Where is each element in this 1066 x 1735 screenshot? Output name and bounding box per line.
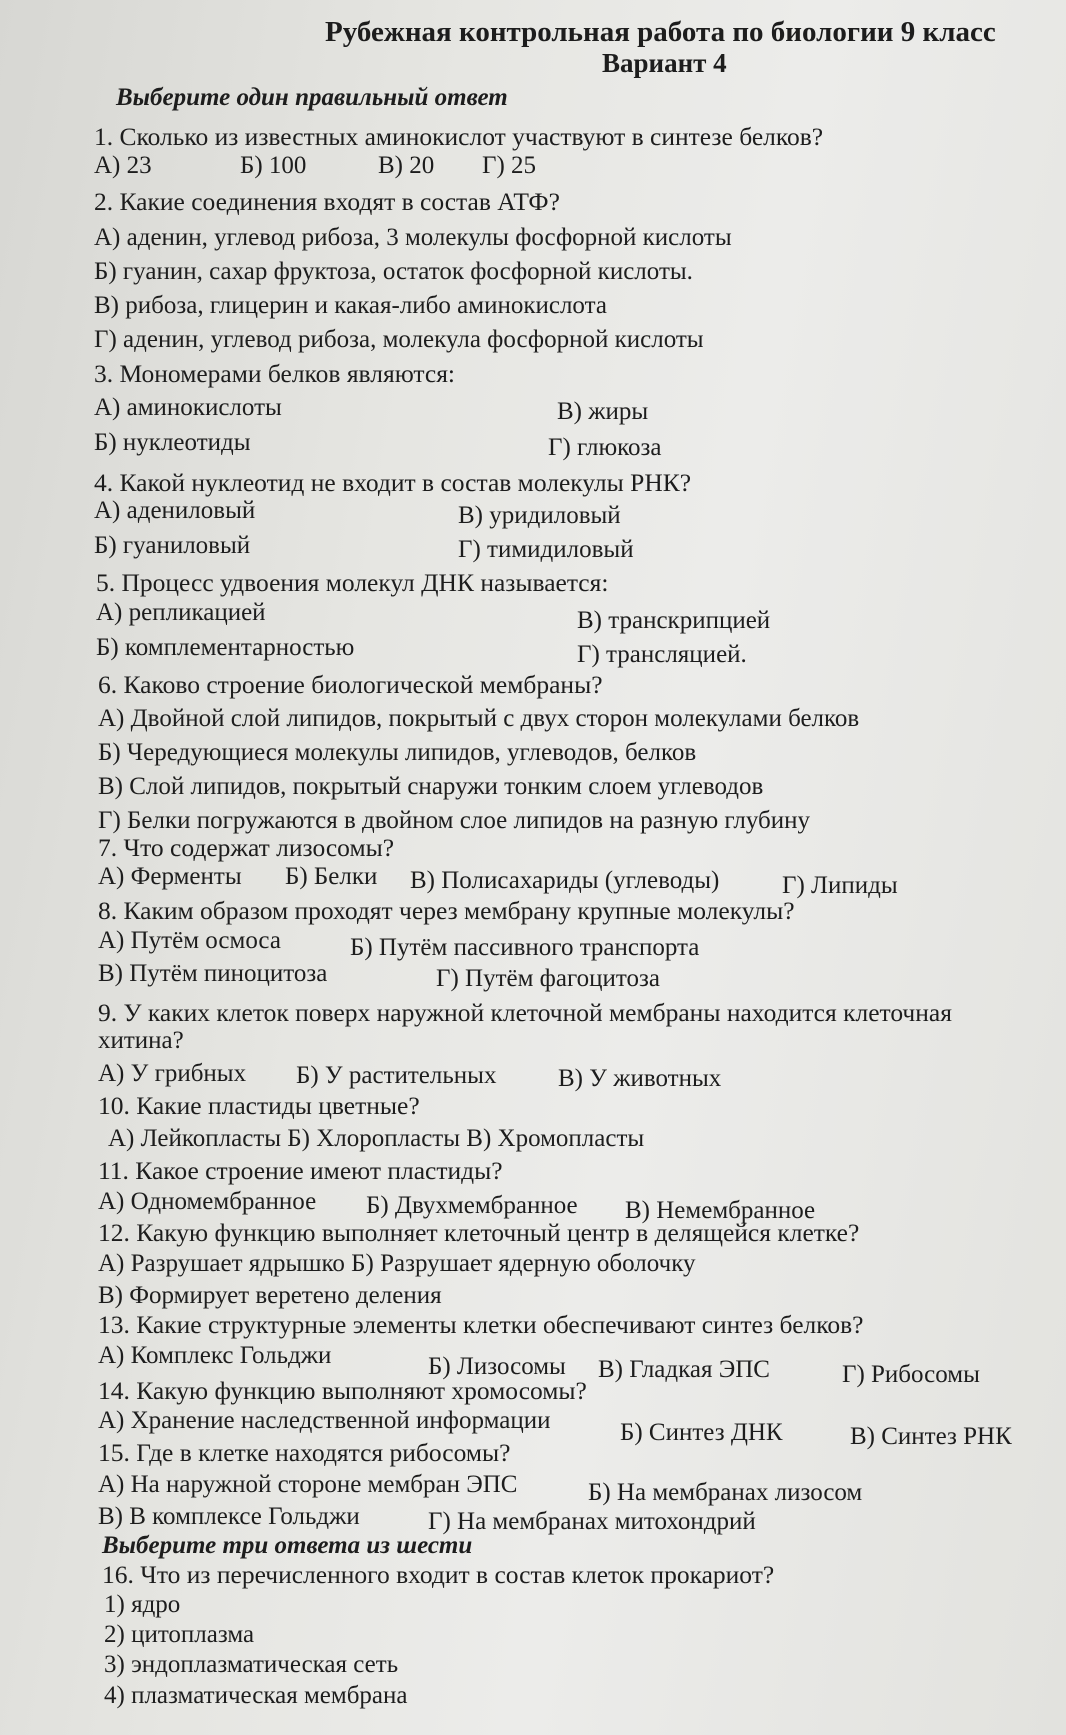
question-16-text: 16. Что из перечисленного входит в состав клеток прокариот? [102,1560,775,1589]
question-6-option-d: Г) Белки погружаются в двойном слое липидов на разную глубину [98,807,810,834]
question-15-option-b: Б) На мембранах лизосом [588,1479,863,1506]
question-8-option-b: Б) Путём пассивного транспорта [350,934,700,961]
section-instruction-triple: Выберите три ответа из шести [102,1532,473,1559]
question-15-option-d: Г) На мембранах митохондрий [428,1508,756,1535]
question-11-text: 11. Какое строение имеют пластиды? [98,1156,503,1185]
question-8-option-a: А) Путём осмоса [98,927,281,954]
question-7-option-a: А) Ферменты [98,863,242,890]
variant-label: Вариант 4 [602,48,727,78]
question-5-option-a: А) репликацией [96,599,266,626]
question-13-option-b: Б) Лизосомы [428,1353,566,1380]
question-15-text: 15. Где в клетке находятся рибосомы? [98,1438,511,1467]
question-4-option-a: А) адениловый [94,497,256,524]
question-14-option-b: Б) Синтез ДНК [620,1419,783,1446]
question-1-option-a: А) 23 [94,152,152,179]
question-5-option-c: В) транскрипцией [577,607,771,634]
question-9-option-c: В) У животных [558,1065,722,1092]
question-8-option-d: Г) Путём фагоцитоза [436,965,660,992]
question-13-text: 13. Какие структурные элементы клетки обеспечивают синтез белков? [98,1310,864,1339]
question-7-option-b: Б) Белки [285,863,378,890]
question-2-option-b: Б) гуанин, сахар фруктоза, остаток фосфорной кислоты. [94,258,693,285]
question-3-text: 3. Мономерами белков являются: [94,359,456,388]
question-12-text: 12. Какую функцию выполняет клеточный центр в делящейся клетке? [98,1218,860,1247]
question-4-option-d: Г) тимидиловый [458,536,634,563]
question-1-option-b: Б) 100 [240,152,307,179]
question-6-text: 6. Каково строение биологической мембраны? [98,670,603,699]
question-3-option-d: Г) глюкоза [548,434,662,461]
question-3-option-a: А) аминокислоты [94,394,282,421]
question-9-option-b: Б) У растительных [296,1062,497,1089]
page-title: Рубежная контрольная работа по биологии 9 класс [325,16,996,48]
question-9-option-a: А) У грибных [98,1060,247,1087]
question-7-text: 7. Что содержат лизосомы? [98,833,395,862]
question-14-option-c: В) Синтез РНК [850,1423,1012,1450]
question-4-option-c: В) уридиловый [458,502,621,529]
question-11-option-b: Б) Двухмембранное [366,1192,578,1219]
question-8-text: 8. Каким образом проходят через мембрану крупные молекулы? [98,896,795,925]
question-6-option-a: А) Двойной слой липидов, покрытый с двух сторон молекулами белков [98,705,860,732]
question-6-option-c: В) Слой липидов, покрытый снаружи тонким слоем углеводов [98,773,764,800]
question-13-option-c: В) Гладкая ЭПС [598,1356,770,1383]
question-11-option-a: А) Одномембранное [98,1188,317,1215]
question-7-option-c: В) Полисахариды (углеводы) [410,867,720,894]
question-10-text: 10. Какие пластиды цветные? [98,1091,420,1120]
question-9-text-continued: хитина? [98,1027,184,1054]
question-10-options: А) Лейкопласты Б) Хлоропласты В) Хромопласты [108,1125,645,1152]
question-2-option-a: А) аденин, углевод рибоза, 3 молекулы фосфорной кислоты [94,224,732,251]
section-instruction-single: Выберите один правильный ответ [116,84,508,111]
question-16-option-2: 2) цитоплазма [104,1621,255,1648]
question-2-text: 2. Какие соединения входят в состав АТФ? [94,187,560,216]
question-1-option-c: В) 20 [378,152,435,179]
question-3-option-c: В) жиры [557,398,649,425]
question-13-option-a: А) Комплекс Гольджи [98,1342,332,1369]
question-9-text: 9. У каких клеток поверх наружной клеточной мембраны находится клеточная [98,998,952,1027]
question-3-option-b: Б) нуклеотиды [94,429,251,456]
question-13-option-d: Г) Рибосомы [842,1361,980,1388]
question-11-option-c: В) Немембранное [625,1197,816,1224]
question-1-text: 1. Сколько из известных аминокислот участвуют в синтезе белков? [94,122,824,151]
question-12-option-c: В) Формирует веретено деления [98,1282,442,1309]
question-5-text: 5. Процесс удвоения молекул ДНК называется: [96,568,609,597]
question-8-option-c: В) Путём пиноцитоза [98,960,328,987]
question-15-option-c: В) В комплексе Гольджи [98,1503,360,1530]
question-12-options-ab: А) Разрушает ядрышко Б) Разрушает ядерную оболочку [98,1250,696,1277]
question-16-option-3: 3) эндоплазматическая сеть [104,1651,399,1678]
question-14-text: 14. Какую функцию выполняют хромосомы? [98,1376,587,1405]
question-2-option-d: Г) аденин, углевод рибоза, молекула фосфорной кислоты [94,326,704,353]
question-2-option-c: В) рибоза, глицерин и какая-либо аминокислота [94,292,607,319]
question-14-option-a: А) Хранение наследственной информации [98,1407,551,1434]
question-5-option-b: Б) комплементарностью [96,634,355,661]
question-4-option-b: Б) гуаниловый [94,532,251,559]
question-1-option-d: Г) 25 [482,152,537,179]
question-6-option-b: Б) Чередующиеся молекулы липидов, углеводов, белков [98,739,697,766]
question-4-text: 4. Какой нуклеотид не входит в состав молекулы РНК? [94,468,692,497]
question-7-option-d: Г) Липиды [782,872,898,899]
question-16-option-4: 4) плазматическая мембрана [104,1682,408,1709]
question-16-option-1: 1) ядро [104,1591,181,1618]
question-15-option-a: А) На наружной стороне мембран ЭПС [98,1471,518,1498]
question-5-option-d: Г) трансляцией. [577,641,747,668]
